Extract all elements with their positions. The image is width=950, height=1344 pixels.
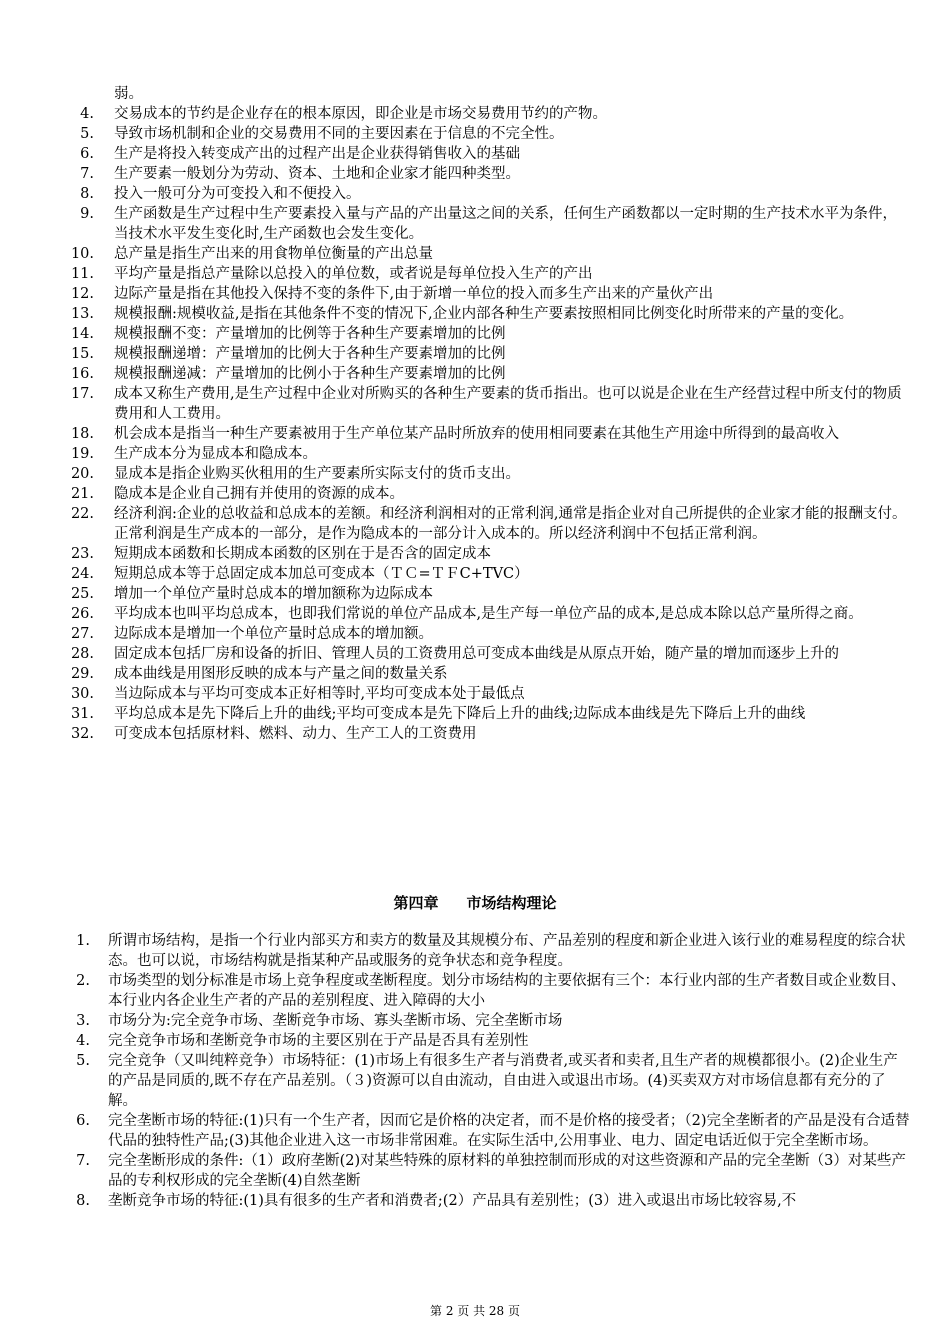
list-item-text: 平均成本也叫平均总成本，也即我们常说的单位产品成本,是生产每一单位产品的成本,是总成本除以总产量所得之商。 — [114, 606, 863, 622]
list-item-text: 成本又称生产费用,是生产过程中企业对所购买的各种生产要素的货币指出。也可以说是企业在生产经营过程中所支付的物质费用和人工费用。 — [114, 386, 902, 422]
list-item-text: 生产成本分为显成本和隐成本。 — [114, 446, 317, 462]
list-item-number: 16. — [70, 366, 94, 382]
list-item — [70, 144, 910, 164]
list-item-text: 规模报酬不变：产量增加的比例等于各种生产要素增加的比例 — [114, 326, 506, 342]
list-item — [70, 364, 910, 384]
list-item — [70, 1111, 910, 1151]
list-item-number: 2. — [76, 973, 90, 989]
list-item-number: 23. — [70, 546, 94, 562]
list-item-text: 显成本是指企业购买伙租用的生产要素所实际支付的货币支出。 — [114, 466, 520, 482]
list-item-text: 可变成本包括原材料、燃料、动力、生产工人的工资费用 — [114, 726, 477, 742]
list-item-text: 经济利润:企业的总收益和总成本的差额。和经济利润相对的正常利润,通常是指企业对自己所提供的企业家才能的报酬支付。正常利润是生产成本的一部分，是作为隐成本的一部分计入成本的。所以经济利润中不包括正常利润。 — [114, 506, 907, 542]
list-item — [70, 444, 910, 464]
list-item — [70, 204, 910, 244]
list-item-text: 市场分为:完全竞争市场、垄断竞争市场、寡头垄断市场、完全垄断市场 — [108, 1013, 563, 1029]
list-item-number: 7. — [76, 1153, 90, 1169]
list-item-text: 垄断竞争市场的特征:(1)具有很多的生产者和消费者;(2）产品具有差别性；(3）进入或退出市场比较容易,不 — [108, 1193, 797, 1209]
list-item-text: 完全垄断形成的条件:（1）政府垄断(2)对某些特殊的原材料的单独控制而形成的对这些资源和产品的完全垄断（3）对某些产品的专利权形成的完全垄断(4)自然垄断 — [108, 1153, 906, 1189]
list-item-number: 15. — [70, 346, 94, 362]
list-item-number: 4. — [80, 106, 94, 122]
list-item-number: 19. — [70, 446, 94, 462]
numbered-list-chapter4 — [70, 931, 910, 1211]
list-item — [70, 384, 910, 424]
list-item — [70, 644, 910, 664]
chapter-heading — [0, 892, 950, 913]
list-item-text: 平均总成本是先下降后上升的曲线;平均可变成本是先下降后上升的曲线;边际成本曲线是先下降后上升的曲线 — [114, 706, 806, 722]
list-item-number: 21. — [70, 486, 94, 502]
list-item-number: 5. — [80, 126, 94, 142]
list-item-text: 完全竞争市场和垄断竞争市场的主要区别在于产品是否具有差别性 — [108, 1033, 529, 1049]
list-item — [70, 971, 910, 1011]
list-item-number: 9. — [80, 206, 94, 222]
page-footer: 第 2 页 共 28 页 — [430, 1304, 520, 1318]
list-item — [70, 424, 910, 444]
list-item — [70, 484, 910, 504]
list-item — [70, 604, 910, 624]
list-item — [70, 1051, 910, 1111]
list-item-text: 当边际成本与平均可变成本正好相等时,平均可变成本处于最低点 — [114, 686, 525, 702]
list-item-number: 8. — [76, 1193, 90, 1209]
list-item — [70, 84, 910, 104]
list-item — [70, 724, 910, 744]
list-item — [70, 684, 910, 704]
list-item-text: 成本曲线是用图形反映的成本与产量之间的数量关系 — [114, 666, 448, 682]
list-item-number: 24. — [70, 566, 94, 582]
list-item-number: 8. — [80, 186, 94, 202]
list-item-text: 所谓市场结构，是指一个行业内部买方和卖方的数量及其规模分布、产品差别的程度和新企业进入该行业的难易程度的综合状态。也可以说，市场结构就是指某种产品或服务的竞争状态和竞争程度。 — [108, 933, 906, 969]
list-item-text: 市场类型的划分标准是市场上竞争程度或垄断程度。划分市场结构的主要依据有三个：本行业内部的生产者数目或企业数目、本行业内各企业生产者的产品的差别程度、进入障碍的大小 — [108, 973, 906, 1009]
list-item-number: 30. — [70, 686, 94, 702]
chapter-title: 市场结构理论 — [466, 894, 557, 912]
list-item-number: 26. — [70, 606, 94, 622]
list-item — [70, 464, 910, 484]
list-item — [70, 164, 910, 184]
list-item-text: 短期总成本等于总固定成本加总可变成本（ＴＣ=ＴＦC+TVC） — [114, 566, 529, 582]
list-item-text: 边际产量是指在其他投入保持不变的条件下,由于新增一单位的投入而多生产出来的产量伙产出 — [114, 286, 714, 302]
list-item — [70, 1031, 910, 1051]
list-item-text: 完全垄断市场的特征:(1)只有一个生产者，因而它是价格的决定者，而不是价格的接受者；（2)完全垄断者的产品是没有合适替代品的独特性产品;(3)其他企业进入这一市场非常困难。在实际生活中,公用事业、电力、固定电话近似于完全垄断市场。 — [108, 1113, 910, 1149]
list-item-number: 6. — [76, 1113, 90, 1129]
list-item — [70, 1191, 910, 1211]
list-item — [70, 564, 910, 584]
list-item-text: 规模报酬:规模收益,是指在其他条件不变的情况下,企业内部各种生产要素按照相同比例变化时所带来的产量的变化。 — [114, 306, 854, 322]
list-item-number: 12. — [70, 286, 94, 302]
list-item — [70, 324, 910, 344]
list-item-text: 生产是将投入转变成产出的过程产出是企业获得销售收入的基础 — [114, 146, 520, 162]
list-item — [70, 504, 910, 544]
list-item-number: 28. — [70, 646, 94, 662]
list-item-number: 4. — [76, 1033, 90, 1049]
list-item-text: 规模报酬递减：产量增加的比例小于各种生产要素增加的比例 — [114, 366, 506, 382]
list-item-number: 10. — [70, 246, 94, 262]
list-item-number: 5. — [76, 1053, 90, 1069]
list-item — [70, 304, 910, 324]
list-item — [70, 284, 910, 304]
numbered-list-chapter3 — [70, 84, 910, 744]
list-item-text: 交易成本的节约是企业存在的根本原因，即企业是市场交易费用节约的产物。 — [114, 106, 607, 122]
list-item-text: 总产量是指生产出来的用食物单位衡量的产出总量 — [114, 246, 433, 262]
list-item-number: 13. — [70, 306, 94, 322]
list-item-number: 17. — [70, 386, 94, 402]
list-item-text: 增加一个单位产量时总成本的增加额称为边际成本 — [114, 586, 433, 602]
list-item-text: 短期成本函数和长期成本函数的区别在于是否含的固定成本 — [114, 546, 491, 562]
list-item-number: 11. — [70, 266, 94, 282]
list-item-text: 平均产量是指总产量除以总投入的单位数，或者说是每单位投入生产的产出 — [114, 266, 593, 282]
list-item — [70, 344, 910, 364]
list-item-number: 32. — [70, 726, 94, 742]
list-item-number: 27. — [70, 626, 94, 642]
list-item-number: 20. — [70, 466, 94, 482]
list-item-number: 6. — [80, 146, 94, 162]
list-item — [70, 544, 910, 564]
list-item — [70, 1011, 910, 1031]
list-item — [70, 184, 910, 204]
list-item-number: 7. — [80, 166, 94, 182]
list-item-number: 3. — [76, 1013, 90, 1029]
list-item-text: 机会成本是指当一种生产要素被用于生产单位某产品时所放弃的使用相同要素在其他生产用途中所得到的最高收入 — [114, 426, 839, 442]
list-item — [70, 244, 910, 264]
list-item-number: 25. — [70, 586, 94, 602]
list-item-text: 生产函数是生产过程中生产要素投入量与产品的产出量这之间的关系，任何生产函数都以一定时期的生产技术水平为条件，当技术水平发生变化时,生产函数也会发生变化。 — [114, 206, 897, 242]
list-item-text: 隐成本是企业自己拥有并使用的资源的成本。 — [114, 486, 404, 502]
list-item — [70, 124, 910, 144]
list-item-number: 14. — [70, 326, 94, 342]
list-item — [70, 264, 910, 284]
list-item-text: 生产要素一般划分为劳动、资本、土地和企业家才能四种类型。 — [114, 166, 520, 182]
list-item-text: 弱。 — [114, 86, 143, 102]
list-item — [70, 704, 910, 724]
list-item-number: 31. — [70, 706, 94, 722]
list-item-text: 边际成本是增加一个单位产量时总成本的增加额。 — [114, 626, 433, 642]
list-item — [70, 664, 910, 684]
list-item-text: 完全竞争（又叫纯粹竞争）市场特征：(1)市场上有很多生产者与消费者,或买者和卖者,且生产者的规模都很小。(2)企业生产的产品是同质的,既不存在产品差别。（３)资源可以自由流动，自由进入或退出市场。(4)买卖双方对市场信息都有充分的了解。 — [108, 1053, 898, 1109]
list-item-number: 1. — [76, 933, 90, 949]
chapter-number: 第四章 — [393, 894, 439, 912]
list-item-text: 导致市场机制和企业的交易费用不同的主要因素在于信息的不完全性。 — [114, 126, 564, 142]
list-item-number: 18. — [70, 426, 94, 442]
list-item — [70, 931, 910, 971]
list-item-number: 29. — [70, 666, 94, 682]
list-item — [70, 584, 910, 604]
list-item-text: 固定成本包括厂房和设备的折旧、管理人员的工资费用总可变成本曲线是从原点开始，随产量的增加而逐步上升的 — [114, 646, 839, 662]
list-item — [70, 104, 910, 124]
list-item — [70, 624, 910, 644]
list-item-text: 规模报酬递增：产量增加的比例大于各种生产要素增加的比例 — [114, 346, 506, 362]
list-item-text: 投入一般可分为可变投入和不便投入。 — [114, 186, 361, 202]
list-item-number: 22. — [70, 506, 94, 522]
list-item — [70, 1151, 910, 1191]
